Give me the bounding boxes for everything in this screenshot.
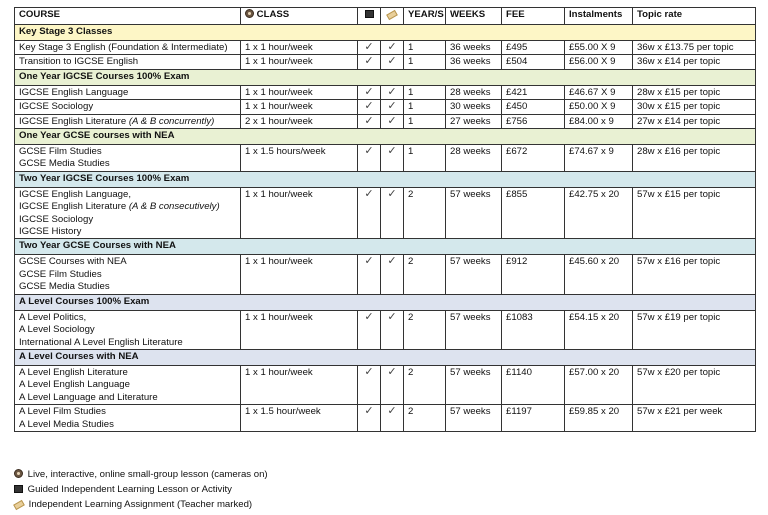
years-cell: 1 [404, 145, 446, 172]
check-icon: ✓ [381, 85, 404, 99]
legend-item-guided: Guided Independent Learning Lesson or Activity [14, 482, 268, 497]
class-cell: 1 x 1 hour/week [241, 85, 358, 99]
fee-cell: £672 [502, 145, 565, 172]
class-cell: 1 x 1 hour/week [241, 310, 358, 349]
check-icon: ✓ [358, 405, 381, 432]
table-row [15, 405, 756, 432]
course-cell: Transition to IGCSE English [15, 55, 241, 69]
instalments-cell: £55.00 X 9 [565, 41, 633, 55]
table-row [15, 187, 756, 239]
topic-rate-cell: 57w x £16 per topic [633, 255, 756, 294]
legend-item-live: Live, interactive, online small-group lesson (cameras on) [14, 467, 268, 482]
class-cell: 1 x 1 hour/week [241, 365, 358, 404]
section-title: One Year IGCSE Courses 100% Exam [15, 69, 756, 85]
check-icon: ✓ [381, 255, 404, 294]
years-cell: 2 [404, 187, 446, 239]
topic-rate-cell: 57w x £15 per topic [633, 187, 756, 239]
section-row [15, 171, 756, 187]
section-row [15, 129, 756, 145]
weeks-cell: 36 weeks [446, 55, 502, 69]
fee-cell: £756 [502, 114, 565, 128]
topic-rate-cell: 57w x £20 per topic [633, 365, 756, 404]
section-title: A Level Courses with NEA [15, 349, 756, 365]
table-row [15, 85, 756, 99]
col-class-header: CLASS [241, 8, 358, 25]
instalments-cell: £74.67 x 9 [565, 145, 633, 172]
years-cell: 2 [404, 365, 446, 404]
section-title: Key Stage 3 Classes [15, 25, 756, 41]
check-icon: ✓ [358, 310, 381, 349]
check-icon: ✓ [381, 310, 404, 349]
weeks-cell: 30 weeks [446, 100, 502, 114]
check-icon: ✓ [358, 55, 381, 69]
check-icon: ✓ [358, 187, 381, 239]
table-row [15, 365, 756, 404]
header-row [15, 8, 756, 25]
instalments-cell: £50.00 X 9 [565, 100, 633, 114]
topic-rate-cell: 57w x £21 per week [633, 405, 756, 432]
screen-icon [14, 485, 23, 493]
class-cell: 1 x 1 hour/week [241, 255, 358, 294]
pencil-icon [13, 500, 25, 510]
section-row [15, 25, 756, 41]
course-cell: Key Stage 3 English (Foundation & Intermediate) [15, 41, 241, 55]
years-cell: 1 [404, 41, 446, 55]
table-row [15, 55, 756, 69]
check-icon: ✓ [381, 100, 404, 114]
course-cell: IGCSE English Literature (A & B concurrently) [15, 114, 241, 128]
check-icon: ✓ [358, 41, 381, 55]
class-cell: 2 x 1 hour/week [241, 114, 358, 128]
table-row [15, 255, 756, 294]
section-title: A Level Courses 100% Exam [15, 294, 756, 310]
topic-rate-cell: 27w x £14 per topic [633, 114, 756, 128]
check-icon: ✓ [381, 365, 404, 404]
course-cell: IGCSE Sociology [15, 100, 241, 114]
topic-rate-cell: 57w x £19 per topic [633, 310, 756, 349]
fee-cell: £912 [502, 255, 565, 294]
course-cell: GCSE Film Studies GCSE Media Studies [15, 145, 241, 172]
check-icon: ✓ [381, 41, 404, 55]
table-row [15, 310, 756, 349]
section-title: One Year GCSE courses with NEA [15, 129, 756, 145]
fee-cell: £1083 [502, 310, 565, 349]
weeks-cell: 57 weeks [446, 405, 502, 432]
years-cell: 1 [404, 85, 446, 99]
course-cell: IGCSE English Language, IGCSE English Literature (A & B consecutively) IGCSE Sociology IGCSE History [15, 187, 241, 239]
years-cell: 2 [404, 310, 446, 349]
fee-cell: £1140 [502, 365, 565, 404]
check-icon: ✓ [381, 145, 404, 172]
years-cell: 2 [404, 405, 446, 432]
instalments-cell: £56.00 X 9 [565, 55, 633, 69]
legend [14, 467, 268, 512]
instalments-cell: £45.60 x 20 [565, 255, 633, 294]
legend-item-assignment: Independent Learning Assignment (Teacher marked) [14, 497, 268, 512]
class-cell: 1 x 1 hour/week [241, 41, 358, 55]
section-title: Two Year GCSE Courses with NEA [15, 239, 756, 255]
instalments-cell: £54.15 x 20 [565, 310, 633, 349]
class-cell: 1 x 1.5 hour/week [241, 405, 358, 432]
class-cell: 1 x 1 hour/week [241, 187, 358, 239]
live-lesson-icon [14, 469, 23, 478]
weeks-cell: 57 weeks [446, 310, 502, 349]
years-cell: 1 [404, 55, 446, 69]
screen-icon [365, 10, 374, 18]
weeks-cell: 28 weeks [446, 85, 502, 99]
weeks-cell: 36 weeks [446, 41, 502, 55]
check-icon: ✓ [381, 114, 404, 128]
weeks-cell: 28 weeks [446, 145, 502, 172]
weeks-cell: 27 weeks [446, 114, 502, 128]
check-icon: ✓ [358, 145, 381, 172]
weeks-cell: 57 weeks [446, 255, 502, 294]
instalments-cell: £46.67 X 9 [565, 85, 633, 99]
check-icon: ✓ [358, 100, 381, 114]
class-cell: 1 x 1 hour/week [241, 100, 358, 114]
topic-rate-cell: 28w x £15 per topic [633, 85, 756, 99]
col-assignment-header [381, 8, 404, 25]
col-years-header: YEAR/S [404, 8, 446, 25]
fee-cell: £495 [502, 41, 565, 55]
fee-cell: £421 [502, 85, 565, 99]
instalments-cell: £57.00 x 20 [565, 365, 633, 404]
check-icon: ✓ [381, 405, 404, 432]
check-icon: ✓ [381, 55, 404, 69]
check-icon: ✓ [358, 255, 381, 294]
weeks-cell: 57 weeks [446, 187, 502, 239]
class-cell: 1 x 1 hour/week [241, 55, 358, 69]
col-course-header: COURSE [15, 8, 241, 25]
instalments-cell: £42.75 x 20 [565, 187, 633, 239]
fee-cell: £450 [502, 100, 565, 114]
years-cell: 1 [404, 114, 446, 128]
course-cell: GCSE Courses with NEA GCSE Film Studies GCSE Media Studies [15, 255, 241, 294]
check-icon: ✓ [358, 365, 381, 404]
col-weeks-header: WEEKS [446, 8, 502, 25]
check-icon: ✓ [381, 187, 404, 239]
table-row [15, 145, 756, 172]
table-row [15, 100, 756, 114]
section-row [15, 294, 756, 310]
instalments-cell: £59.85 x 20 [565, 405, 633, 432]
section-row [15, 69, 756, 85]
topic-rate-cell: 30w x £15 per topic [633, 100, 756, 114]
check-icon: ✓ [358, 114, 381, 128]
pencil-icon [386, 10, 398, 20]
fee-cell: £1197 [502, 405, 565, 432]
course-cell: A Level Film Studies A Level Media Studies [15, 405, 241, 432]
col-topic-rate-header: Topic rate [633, 8, 756, 25]
fee-table [14, 7, 756, 432]
course-cell: A Level English Literature A Level English Language A Level Language and Literature [15, 365, 241, 404]
class-cell: 1 x 1.5 hours/week [241, 145, 358, 172]
course-cell: A Level Politics, A Level Sociology International A Level English Literature [15, 310, 241, 349]
topic-rate-cell: 28w x £16 per topic [633, 145, 756, 172]
check-icon: ✓ [358, 85, 381, 99]
topic-rate-cell: 36w x £14 per topic [633, 55, 756, 69]
col-instalments-header: Instalments [565, 8, 633, 25]
weeks-cell: 57 weeks [446, 365, 502, 404]
section-title: Two Year IGCSE Courses 100% Exam [15, 171, 756, 187]
section-row [15, 239, 756, 255]
years-cell: 2 [404, 255, 446, 294]
table-row [15, 41, 756, 55]
topic-rate-cell: 36w x £13.75 per topic [633, 41, 756, 55]
fee-cell: £855 [502, 187, 565, 239]
years-cell: 1 [404, 100, 446, 114]
instalments-cell: £84.00 x 9 [565, 114, 633, 128]
fee-cell: £504 [502, 55, 565, 69]
course-cell: IGCSE English Language [15, 85, 241, 99]
table-row [15, 114, 756, 128]
col-fee-header: FEE [502, 8, 565, 25]
live-lesson-icon [245, 9, 254, 18]
col-guided-header [358, 8, 381, 25]
section-row [15, 349, 756, 365]
